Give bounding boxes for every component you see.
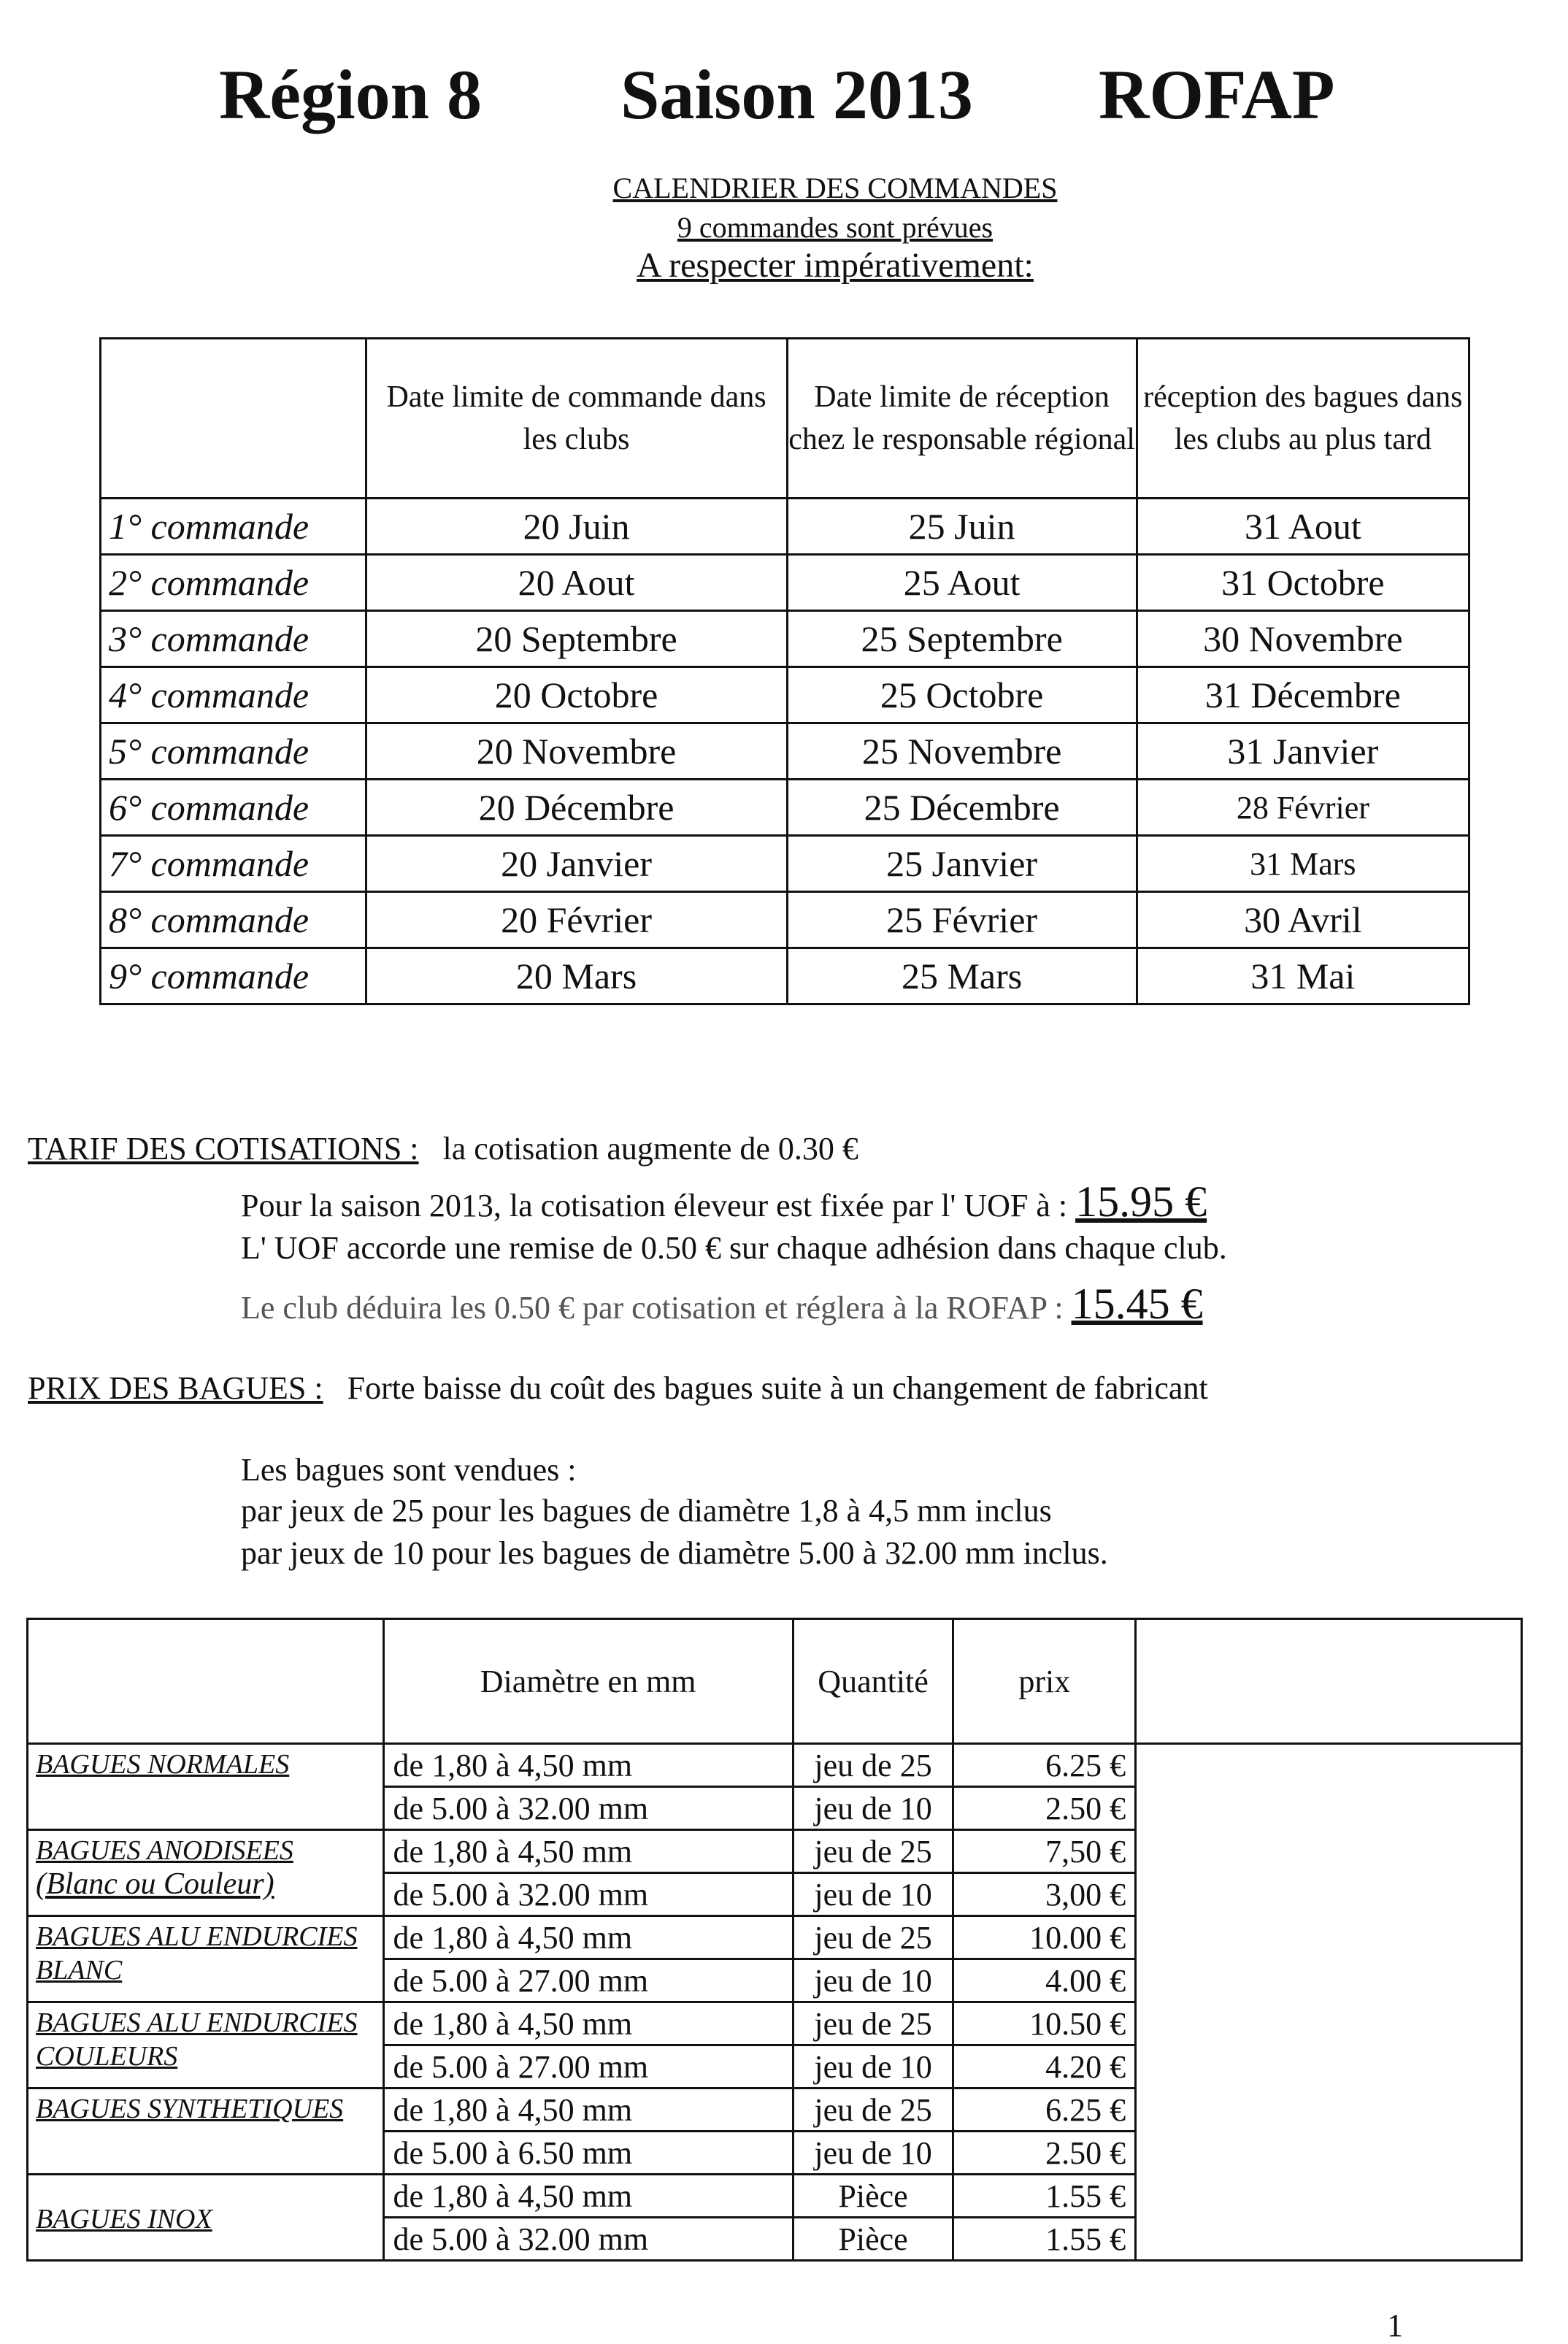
ring-category-sub: (Blanc ou Couleur)	[36, 1867, 274, 1901]
page-number: 1	[1387, 2308, 1403, 2343]
ring-quantity: jeu de 10	[793, 2045, 953, 2089]
regional-deadline: 25 Décembre	[787, 780, 1137, 836]
ring-diameter: de 1,80 à 4,50 mm	[383, 1916, 793, 1959]
calendar-header-empty	[101, 339, 366, 499]
calendar-row	[101, 667, 1469, 723]
ring-price: 4.20 €	[953, 2045, 1136, 2089]
ring-price: 2.50 €	[953, 1787, 1136, 1830]
ring-quantity: jeu de 10	[793, 2132, 953, 2175]
ring-category: BAGUES ALU ENDURCIES BLANC	[28, 1916, 384, 2002]
regional-deadline: 25 Janvier	[787, 836, 1137, 892]
ring-diameter: de 1,80 à 4,50 mm	[383, 1744, 793, 1787]
calendar-subtitle: 9 commandes sont prévues	[677, 211, 994, 244]
regional-deadline: 25 Juin	[787, 499, 1137, 555]
price-header-empty	[28, 1619, 384, 1744]
order-label: 7° commande	[101, 836, 366, 892]
calendar-row	[101, 780, 1469, 836]
ring-diameter: de 5.00 à 27.00 mm	[383, 1959, 793, 2002]
ring-quantity: Pièce	[793, 2218, 953, 2261]
ring-diameter: de 5.00 à 32.00 mm	[383, 1873, 793, 1916]
bagues-label: PRIX DES BAGUES :	[28, 1370, 323, 1406]
ring-price: 10.00 €	[953, 1916, 1136, 1959]
ring-diameter: de 5.00 à 32.00 mm	[383, 2218, 793, 2261]
club-deadline: 20 Octobre	[366, 667, 787, 723]
bagues-section	[28, 1369, 1208, 1407]
ring-diameter: de 1,80 à 4,50 mm	[383, 1830, 793, 1873]
calendar-row	[101, 611, 1469, 667]
ring-quantity: jeu de 10	[793, 1787, 953, 1830]
bagues-sold-line: par jeux de 10 pour les bagues de diamètre 5.00 à 32.00 mm inclus.	[241, 1535, 1108, 1571]
delivery-date: 31 Janvier	[1137, 723, 1469, 780]
calendar-row	[101, 892, 1469, 948]
club-deadline: 20 Janvier	[366, 836, 787, 892]
delivery-date: 28 Février	[1137, 780, 1469, 836]
calendar-row	[101, 948, 1469, 1004]
order-label: 2° commande	[101, 555, 366, 611]
calendar-col-header: réception des bagues dans les clubs au plus tard	[1137, 339, 1469, 499]
regional-deadline: 25 Aout	[787, 555, 1137, 611]
price-header: prix	[953, 1619, 1136, 1744]
bagues-sold-line: par jeux de 25 pour les bagues de diamètre 1,8 à 4,5 mm inclus	[241, 1493, 1052, 1529]
calendar-header-row	[101, 339, 1469, 499]
ring-quantity: jeu de 25	[793, 1916, 953, 1959]
ring-category: BAGUES INOX	[28, 2175, 384, 2261]
delivery-date: 31 Aout	[1137, 499, 1469, 555]
quantity-header: Quantité	[793, 1619, 953, 1744]
ring-diameter: de 5.00 à 27.00 mm	[383, 2045, 793, 2089]
ring-category: BAGUES ANODISEES (Blanc ou Couleur)	[28, 1830, 384, 1916]
cotisation-net-line	[241, 1279, 1203, 1329]
ring-quantity: jeu de 10	[793, 1959, 953, 2002]
ring-diameter: de 1,80 à 4,50 mm	[383, 2175, 793, 2218]
bagues-sold-title: Les bagues sont vendues :	[241, 1452, 577, 1488]
order-calendar-table	[99, 337, 1470, 1005]
ring-category: BAGUES SYNTHETIQUES	[28, 2089, 384, 2175]
ring-diameter: de 5.00 à 32.00 mm	[383, 1787, 793, 1830]
org-title: ROFAP	[1099, 55, 1335, 134]
order-label: 6° commande	[101, 780, 366, 836]
price-blank-column	[1136, 1744, 1522, 2261]
calendar-emphasis: A respecter impérativement:	[637, 246, 1034, 285]
ring-price: 2.50 €	[953, 2132, 1136, 2175]
calendar-row	[101, 499, 1469, 555]
ring-quantity: jeu de 10	[793, 1873, 953, 1916]
price-header-blank	[1136, 1619, 1522, 1744]
club-deadline: 20 Juin	[366, 499, 787, 555]
calendar-title: CALENDRIER DES COMMANDES	[612, 172, 1058, 204]
ring-quantity: Pièce	[793, 2175, 953, 2218]
order-label: 3° commande	[101, 611, 366, 667]
regional-deadline: 25 Septembre	[787, 611, 1137, 667]
ring-quantity: jeu de 25	[793, 2002, 953, 2045]
order-label: 8° commande	[101, 892, 366, 948]
ring-category: BAGUES NORMALES	[28, 1744, 384, 1830]
ring-diameter: de 1,80 à 4,50 mm	[383, 2002, 793, 2045]
regional-deadline: 25 Février	[787, 892, 1137, 948]
order-label: 5° commande	[101, 723, 366, 780]
club-deadline: 20 Aout	[366, 555, 787, 611]
calendar-row	[101, 836, 1469, 892]
calendar-col-header: Date limite de réception chez le responsable régional	[787, 339, 1137, 499]
delivery-date: 30 Avril	[1137, 892, 1469, 948]
bagues-intro: Forte baisse du coût des bagues suite à un changement de fabricant	[347, 1370, 1208, 1406]
delivery-date: 31 Octobre	[1137, 555, 1469, 611]
price-header-row	[28, 1619, 1522, 1744]
region-title: Région 8	[219, 55, 482, 134]
season-title: Saison 2013	[620, 55, 973, 134]
calendar-col-header: Date limite de commande dans les clubs	[366, 339, 787, 499]
ring-diameter: de 5.00 à 6.50 mm	[383, 2132, 793, 2175]
delivery-date: 30 Novembre	[1137, 611, 1469, 667]
ring-price: 6.25 €	[953, 2089, 1136, 2132]
ring-price: 7,50 €	[953, 1830, 1136, 1873]
price-row	[28, 1744, 1522, 1787]
cotisation-fee-text: Pour la saison 2013, la cotisation éleveur est fixée par l' UOF à :	[241, 1188, 1068, 1223]
ring-diameter: de 1,80 à 4,50 mm	[383, 2089, 793, 2132]
club-deadline: 20 Décembre	[366, 780, 787, 836]
regional-deadline: 25 Mars	[787, 948, 1137, 1004]
order-label: 9° commande	[101, 948, 366, 1004]
club-deadline: 20 Mars	[366, 948, 787, 1004]
order-label: 1° commande	[101, 499, 366, 555]
delivery-date: 31 Mars	[1137, 836, 1469, 892]
ring-category: BAGUES ALU ENDURCIES COULEURS	[28, 2002, 384, 2089]
delivery-date: 31 Décembre	[1137, 667, 1469, 723]
club-deadline: 20 Novembre	[366, 723, 787, 780]
ring-quantity: jeu de 25	[793, 2089, 953, 2132]
ring-price: 1.55 €	[953, 2218, 1136, 2261]
club-deadline: 20 Février	[366, 892, 787, 948]
ring-price: 3,00 €	[953, 1873, 1136, 1916]
regional-deadline: 25 Octobre	[787, 667, 1137, 723]
calendar-row	[101, 723, 1469, 780]
calendar-row	[101, 555, 1469, 611]
cotisation-discount-text: L' UOF accorde une remise de 0.50 € sur chaque adhésion dans chaque club.	[241, 1230, 1227, 1266]
cotisation-net-text: Le club déduira les 0.50 € par cotisation et réglera à la ROFAP :	[241, 1290, 1064, 1326]
cotisation-fee-amount: 15.95 €	[1075, 1177, 1207, 1226]
page-heading	[0, 51, 1568, 139]
diameter-header: Diamètre en mm	[383, 1619, 793, 1744]
ring-price: 4.00 €	[953, 1959, 1136, 2002]
order-label: 4° commande	[101, 667, 366, 723]
ring-quantity: jeu de 25	[793, 1830, 953, 1873]
cotisations-intro: la cotisation augmente de 0.30 €	[442, 1131, 858, 1167]
cotisations-section	[28, 1130, 858, 1167]
cotisation-line	[241, 1177, 1207, 1227]
cotisations-label: TARIF DES COTISATIONS :	[28, 1131, 419, 1167]
ring-price: 6.25 €	[953, 1744, 1136, 1787]
club-deadline: 20 Septembre	[366, 611, 787, 667]
ring-price: 1.55 €	[953, 2175, 1136, 2218]
ring-price-table	[26, 1618, 1523, 2262]
ring-quantity: jeu de 25	[793, 1744, 953, 1787]
ring-price: 10.50 €	[953, 2002, 1136, 2045]
cotisation-net-amount: 15.45 €	[1071, 1280, 1203, 1328]
delivery-date: 31 Mai	[1137, 948, 1469, 1004]
regional-deadline: 25 Novembre	[787, 723, 1137, 780]
